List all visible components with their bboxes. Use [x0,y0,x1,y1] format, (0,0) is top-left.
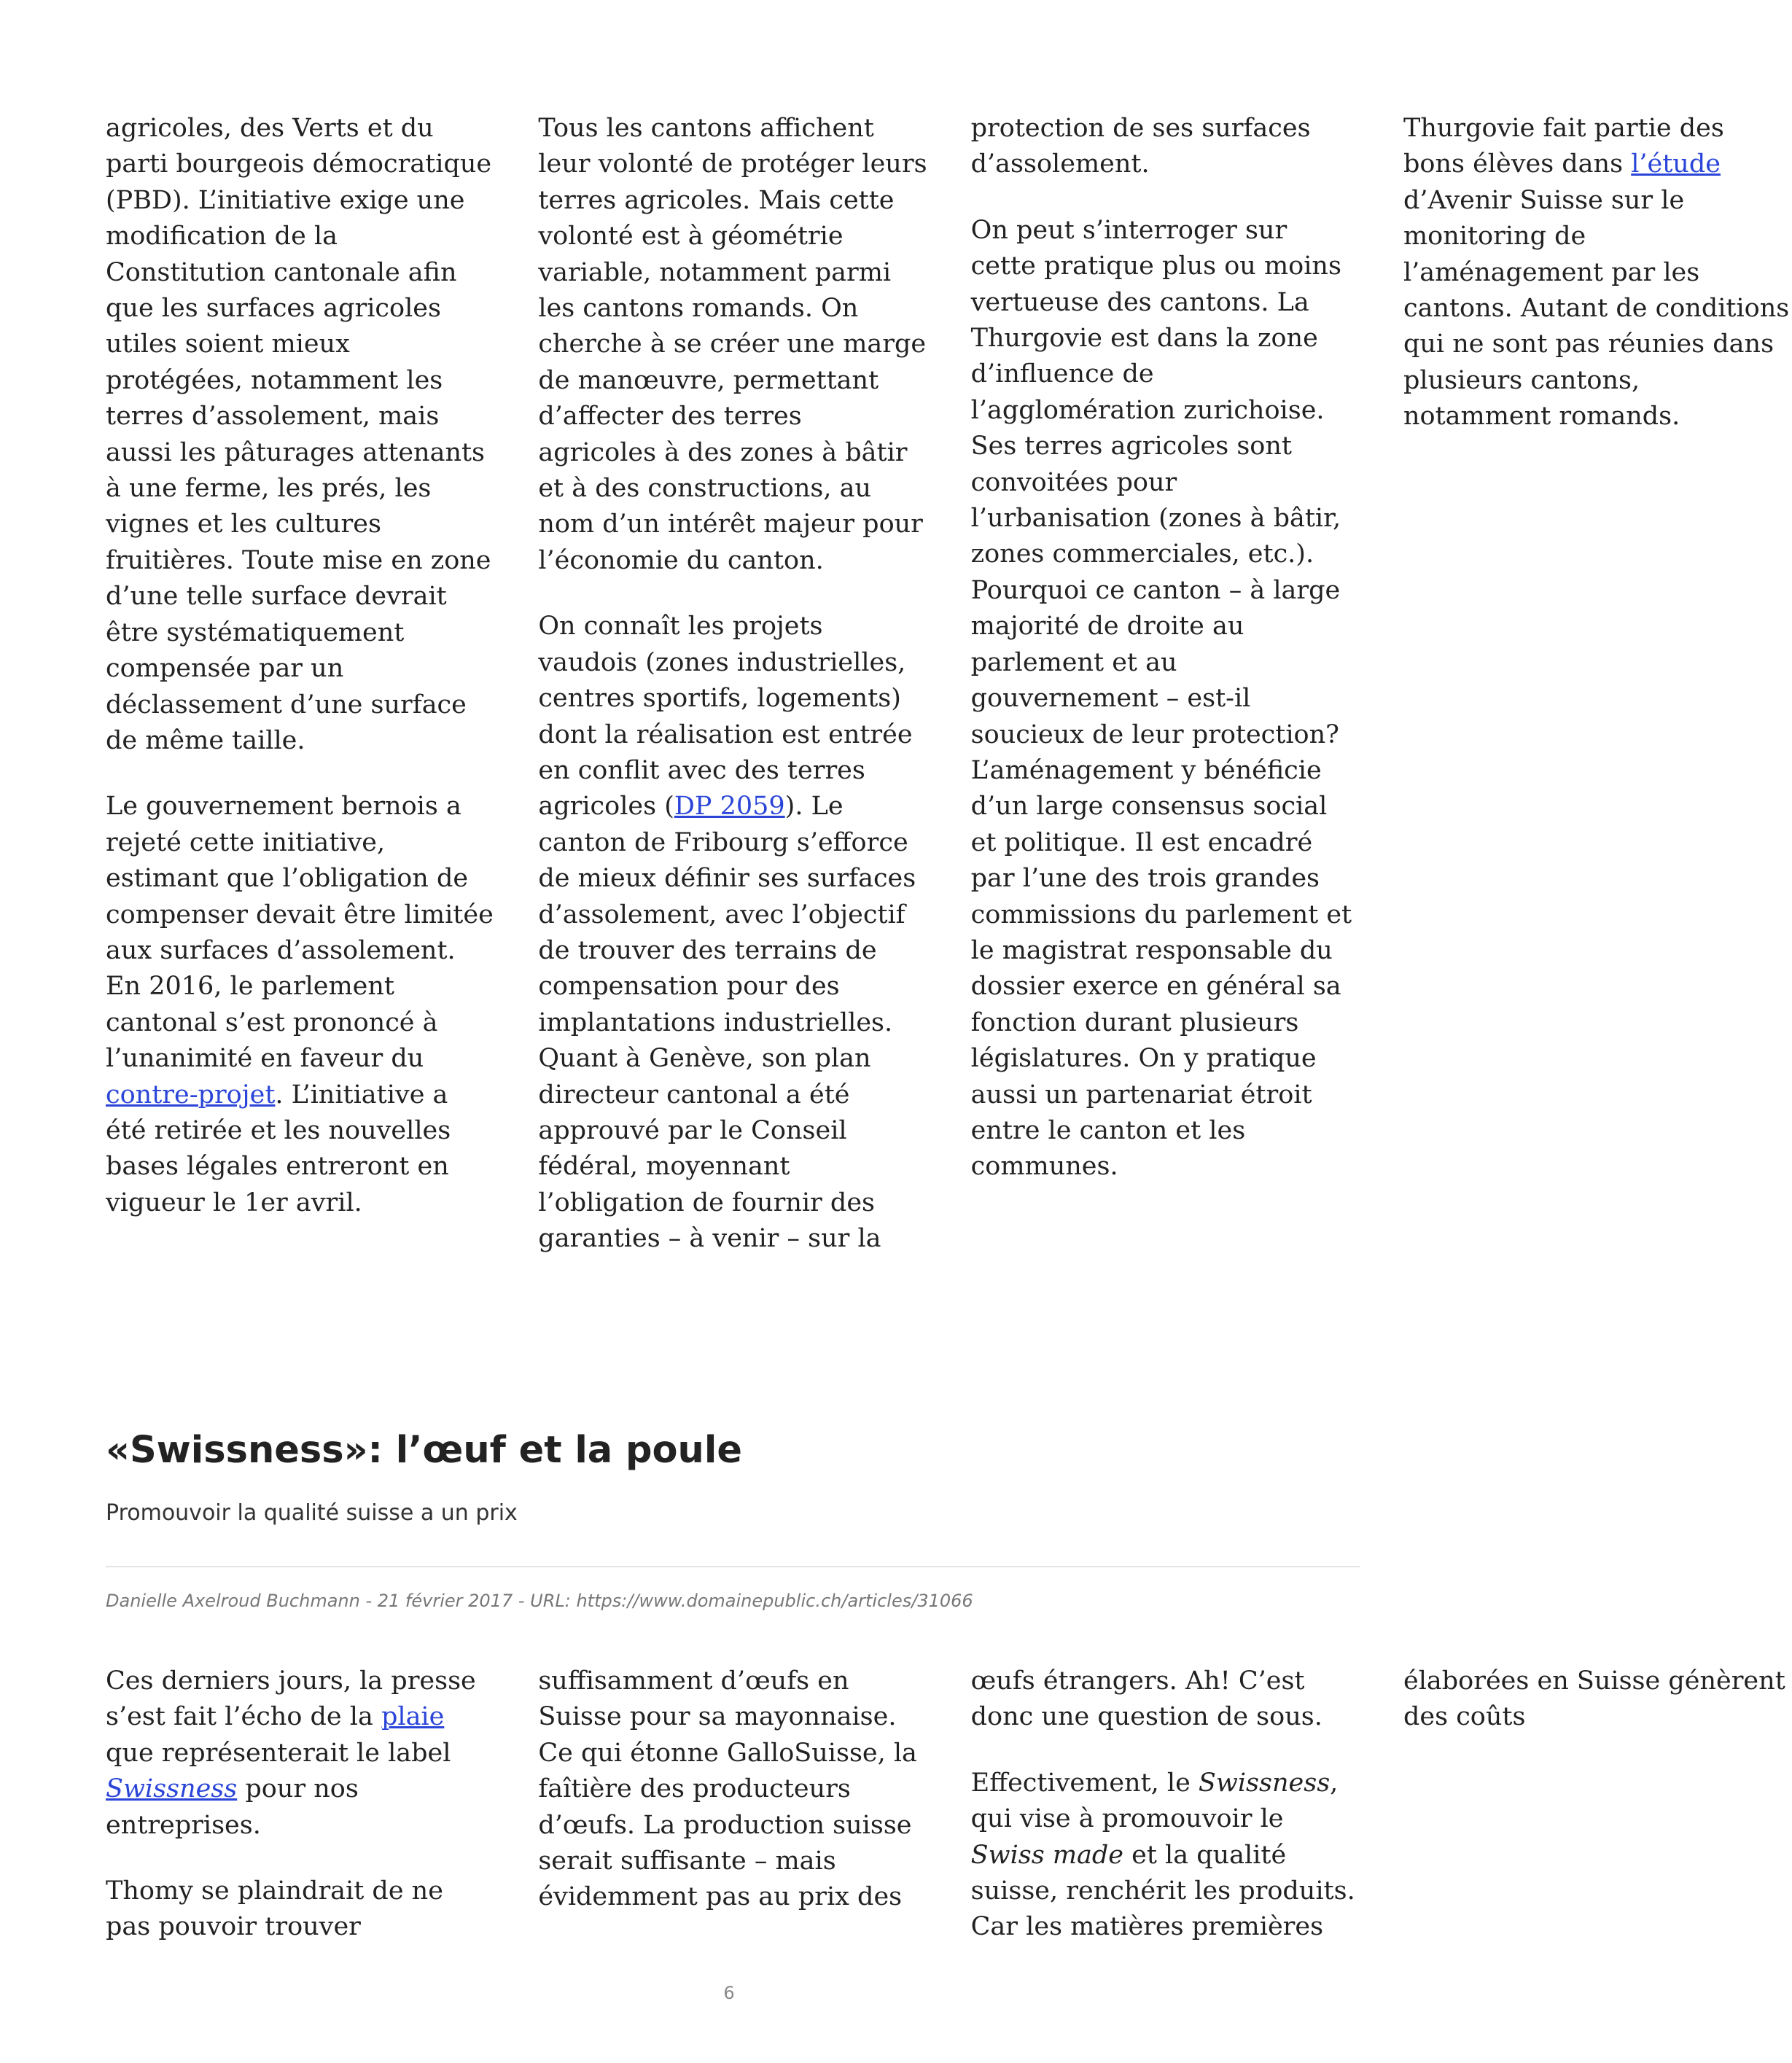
divider [106,1566,1360,1567]
paragraph: Thurgovie fait partie des bons élèves dans l’étude d’Avenir Suisse sur le monitoring de l’aménagement par les cantons. Autant de conditions qui ne sont pas réunies dans plusieurs cantons, notamment romands. [1403,114,1790,432]
paragraph: Thomy se plaindrait de ne pas pouvoir trouver suffisamment d’œufs en Suisse pour sa mayonnaise. Ce qui étonne GalloSuisse, la faîtière des producteurs d’œufs. La production suisse serait suffisante – mais évidemment pas au prix des œufs étrangers. Ah! C’est donc une question de sous. [106,1666,1322,1942]
article-title: «Swissness»: l’œuf et la poule [106,1429,742,1472]
etude-link[interactable]: l’étude [1631,149,1721,179]
article-body-continued [106,111,1790,1263]
paragraph: Tous les cantons affichent leur volonté de protéger leurs terres agricoles. Mais cette volonté est à géométrie variable, notamment parmi les cantons romands. On cherche à se créer une marge de manœuvre, permettant d’affecter des terres agricoles à des zones à bâtir et à des constructions, au nom d’un intérêt majeur pour l’économie du canton. [538,114,927,575]
paragraph: agricoles, des Verts et du parti bourgeois démocratique (PBD). L’initiative exige une modification de la Constitution cantonale afin que les surfaces agricoles utiles soient mieux protégées, notamment les terres d’assolement, mais aussi les pâturages attenants à une ferme, les prés, les vignes et les cultures fruitières. Toute mise en zone d’une telle surface devrait être systématiquement compensée par un déclassement d’une surface de même taille. [106,114,492,755]
paragraph: Le gouvernement bernois a rejeté cette initiative, estimant que l’obligation de compenser devait être limitée aux surfaces d’assolement. En 2016, le parlement cantonal s’est prononcé à l’unanimité en faveur du contre-projet. L’initiative a été retirée et les nouvelles bases légales entreront en vigueur le 1er avril. [106,792,494,1217]
paragraph: On peut s’interroger sur cette pratique plus ou moins vertueuse des cantons. La Thurgovie est dans la zone d’influence de l’agglomération zurichoise. Ses terres agricoles sont convoitées pour l’urbanisation (zones à bâtir, zones commerciales, etc.). Pourquoi ce canton – à large majorité de droite au parlement et au gouvernement – est-il soucieux de leur protection? L’aménagement y bénéficie d’un large consensus social et politique. Il est encadré par l’une des trois grandes commissions du parlement et le magistrat responsable du dossier exerce en général sa fonction durant plusieurs législatures. On y pratique aussi un partenariat étroit entre le canton et les communes. [970,215,1352,1182]
page-number: 6 [723,1983,735,2003]
paragraph: Effectivement, le Swissness, qui vise à promouvoir le Swiss made et la qualité suisse, renchérit les produits. Car les matières premières élaborées en Suisse génèrent des coûts [970,1666,1785,1942]
article-meta: Danielle Axelroud Buchmann - 21 février 2017 - URL: https://www.domainepublic.ch/articles/31066 [106,1591,973,1611]
article-body [106,1664,1785,1955]
swissness-link[interactable]: Swissness [106,1774,238,1804]
plaie-link[interactable]: plaie [381,1702,445,1732]
article-subtitle: Promouvoir la qualité suisse a un prix [106,1500,518,1526]
dp-2059-link[interactable]: DP 2059 [674,792,785,822]
paragraph: On connaît les projets vaudois (zones industrielles, centres sportifs, logements) dont la réalisation est entrée en conflit avec des terres agricoles (DP 2059). Le canton de Fribourg s’efforce de mieux définir ses surfaces d’assolement, avec l’objectif de trouver des terrains de compensation pour des implantations industrielles. Quant à Genève, son plan directeur cantonal a été approuvé par le Conseil fédéral, moyennant l’obligation de fournir des garanties – à venir – sur la protection de ses surfaces d’assolement. [538,114,1311,1254]
contre-projet-link[interactable]: contre-projet [106,1080,276,1110]
paragraph: Ces derniers jours, la presse s’est fait l’écho de la plaie que représenterait le label Swissness pour nos entreprises. [106,1666,476,1840]
